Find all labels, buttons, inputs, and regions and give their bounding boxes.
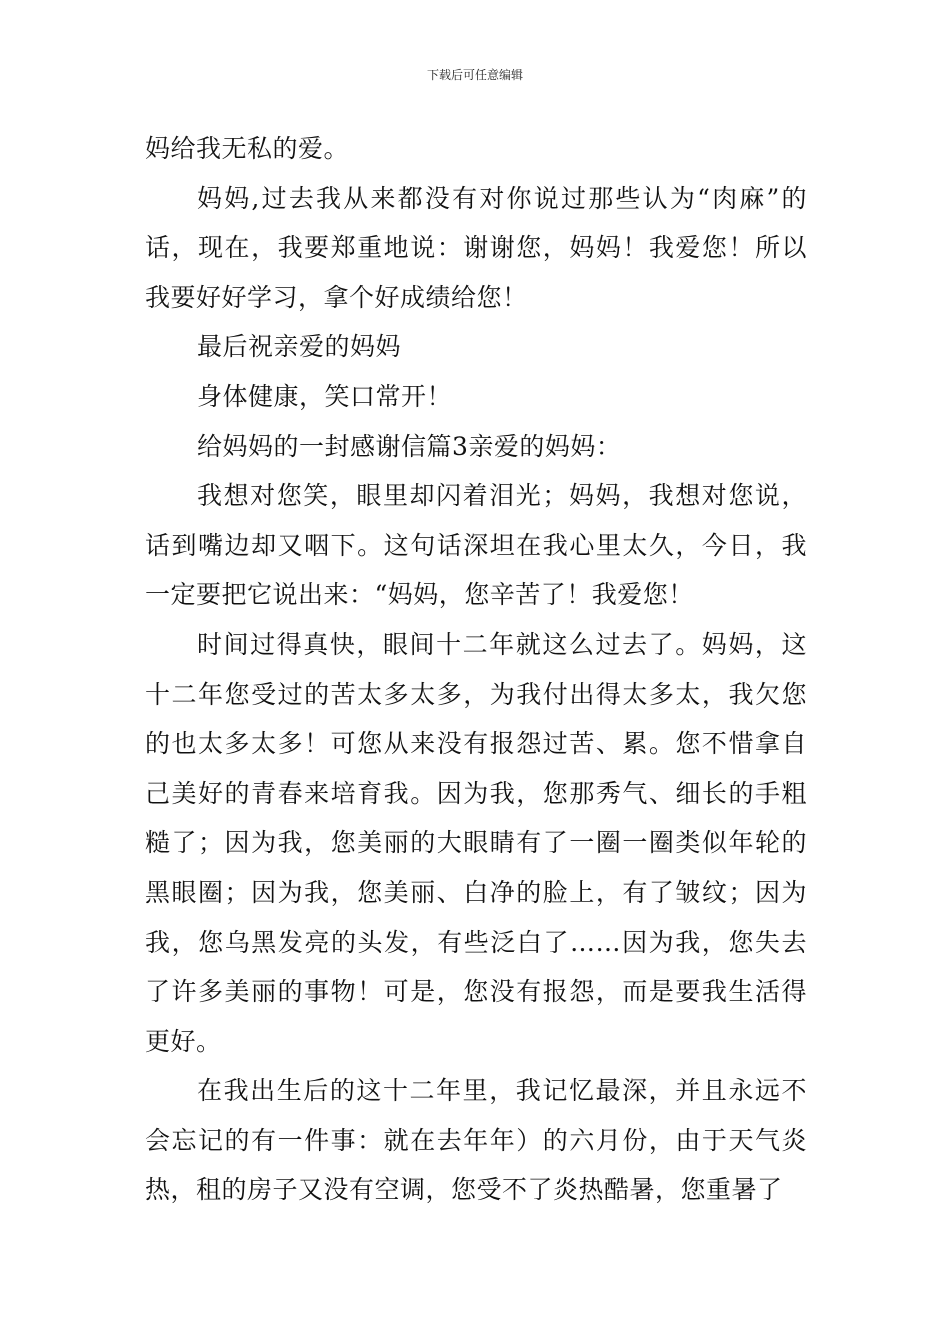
paragraph: 时间过得真快，眼间十二年就这么过去了。妈妈，这十二年您受过的苦太多太多，为我付出得太多太，我欠您的也太多太多！可您从来没有报怨过苦、累。您不惜拿自己美好的青春来培育我。因为我，您那秀气、细长的手粗糙了；因为我，您美丽的大眼睛有了一圈一圈类似年轮的黑眼圈；因为我，您美丽、白净的脸上，有了皱纹；因为我，您乌黑发亮的头发，有些泛白了……因为我，您失去了许多美丽的事物！可是，您没有报怨，而是要我生活得更好。 [145,629,807,1056]
paragraph: 身体健康，笑口常开！ [197,381,453,411]
letter-body [145,124,807,1215]
paragraph: 妈妈,过去我从来都没有对你说过那些认为“肉麻”的话，现在，我要郑重地说：谢谢您，妈妈！我爱您！所以我要好好学习，拿个好成绩给您！ [145,183,807,312]
paragraph: 在我出生后的这十二年里，我记忆最深，并且永远不会忘记的有一件事：就在去年年）的六月份，由于天气炎热，租的房子又没有空调，您受不了炎热酷暑，您重暑了 [145,1076,807,1205]
paragraph: 我想对您笑，眼里却闪着泪光；妈妈，我想对您说，话到嘴边却又咽下。这句话深坦在我心里太久，今日，我一定要把它说出来：“妈妈，您辛苦了！我爱您！ [145,481,807,610]
section-heading: 给妈妈的一封感谢信篇3亲爱的妈妈： [197,431,622,461]
paragraph: 妈给我无私的爱。 [145,134,350,163]
page-header-note: 下载后可任意编辑 [426,68,523,82]
paragraph: 最后祝亲爱的妈妈 [197,332,402,362]
